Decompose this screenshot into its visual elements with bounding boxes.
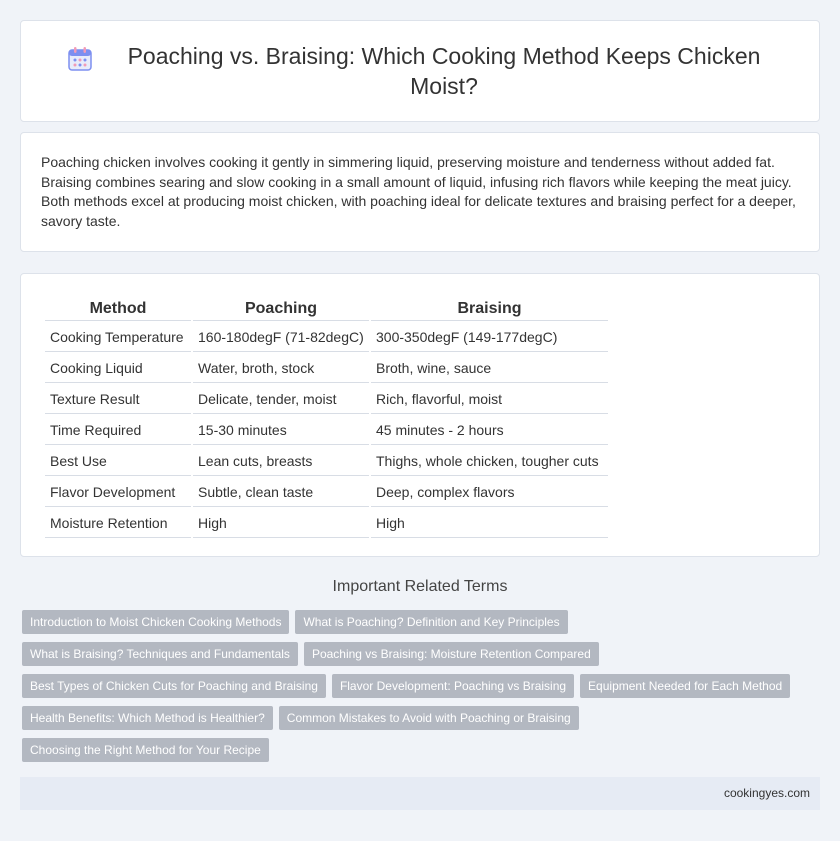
column-header: Method — [45, 296, 191, 321]
related-term-tag[interactable]: Introduction to Moist Chicken Cooking Methods — [22, 610, 289, 634]
footer-site[interactable]: cookingyes.com — [723, 786, 810, 800]
table-cell: 45 minutes - 2 hours — [371, 416, 608, 445]
table-row — [45, 509, 608, 538]
column-header: Braising — [371, 296, 608, 321]
header-card — [20, 20, 820, 122]
table-cell: 15-30 minutes — [193, 416, 369, 445]
table-cell: Best Use — [45, 447, 191, 476]
table-row — [45, 447, 608, 476]
table-cell: 160-180degF (71-82degC) — [193, 323, 369, 352]
table-cell: Texture Result — [45, 385, 191, 414]
table-cell: Rich, flavorful, moist — [371, 385, 608, 414]
comparison-table — [43, 294, 610, 540]
tag-row — [22, 738, 822, 762]
related-term-tag[interactable]: What is Braising? Techniques and Fundamentals — [22, 642, 298, 666]
related-term-tag[interactable]: Health Benefits: Which Method is Healthier? — [22, 706, 273, 730]
tag-row — [22, 642, 822, 666]
tag-row — [22, 610, 822, 634]
related-term-tag[interactable]: Common Mistakes to Avoid with Poaching or Braising — [279, 706, 579, 730]
related-terms-title: Important Related Terms — [332, 578, 508, 595]
table-header-row — [45, 296, 608, 321]
table-cell: Broth, wine, sauce — [371, 354, 608, 383]
table-cell: Time Required — [45, 416, 191, 445]
table-cell: Deep, complex flavors — [371, 478, 608, 507]
intro-text: Poaching chicken involves cooking it gently in simmering liquid, preserving moisture and tenderness without added fat. Braising combines searing and slow cooking in a small amount of liquid, infusing rich flavors while keeping the meat juicy. Both methods excel at producing moist chicken, with poaching ideal for delicate textures and braising perfect for a deeper, savory taste. — [41, 154, 796, 229]
comparison-card — [20, 273, 820, 557]
related-term-tag[interactable]: Poaching vs Braising: Moisture Retention Compared — [304, 642, 599, 666]
table-cell: Moisture Retention — [45, 509, 191, 538]
tag-row — [22, 674, 822, 698]
table-cell: Thighs, whole chicken, tougher cuts — [371, 447, 608, 476]
related-term-tag[interactable]: Choosing the Right Method for Your Recipe — [22, 738, 269, 762]
footer — [20, 777, 820, 810]
table-cell: High — [371, 509, 608, 538]
calendar-icon — [66, 45, 94, 73]
table-cell: Subtle, clean taste — [193, 478, 369, 507]
table-row — [45, 385, 608, 414]
table-cell: Cooking Liquid — [45, 354, 191, 383]
table-row — [45, 416, 608, 445]
column-header: Poaching — [193, 296, 369, 321]
table-cell: Flavor Development — [45, 478, 191, 507]
related-term-tag[interactable]: Equipment Needed for Each Method — [580, 674, 790, 698]
table-cell: Cooking Temperature — [45, 323, 191, 352]
related-term-tag[interactable]: What is Poaching? Definition and Key Principles — [295, 610, 567, 634]
table-cell: High — [193, 509, 369, 538]
page-title: Poaching vs. Braising: Which Cooking Method Keeps Chicken Moist? — [127, 43, 761, 99]
table-cell: Lean cuts, breasts — [193, 447, 369, 476]
related-term-tag[interactable]: Best Types of Chicken Cuts for Poaching and Braising — [22, 674, 326, 698]
table-row — [45, 323, 608, 352]
related-terms-list — [22, 610, 822, 770]
tag-row — [22, 706, 822, 730]
table-row — [45, 354, 608, 383]
related-term-tag[interactable]: Flavor Development: Poaching vs Braising — [332, 674, 574, 698]
table-cell: Delicate, tender, moist — [193, 385, 369, 414]
table-cell: 300-350degF (149-177degC) — [371, 323, 608, 352]
table-row — [45, 478, 608, 507]
intro-card — [20, 132, 820, 252]
table-cell: Water, broth, stock — [193, 354, 369, 383]
